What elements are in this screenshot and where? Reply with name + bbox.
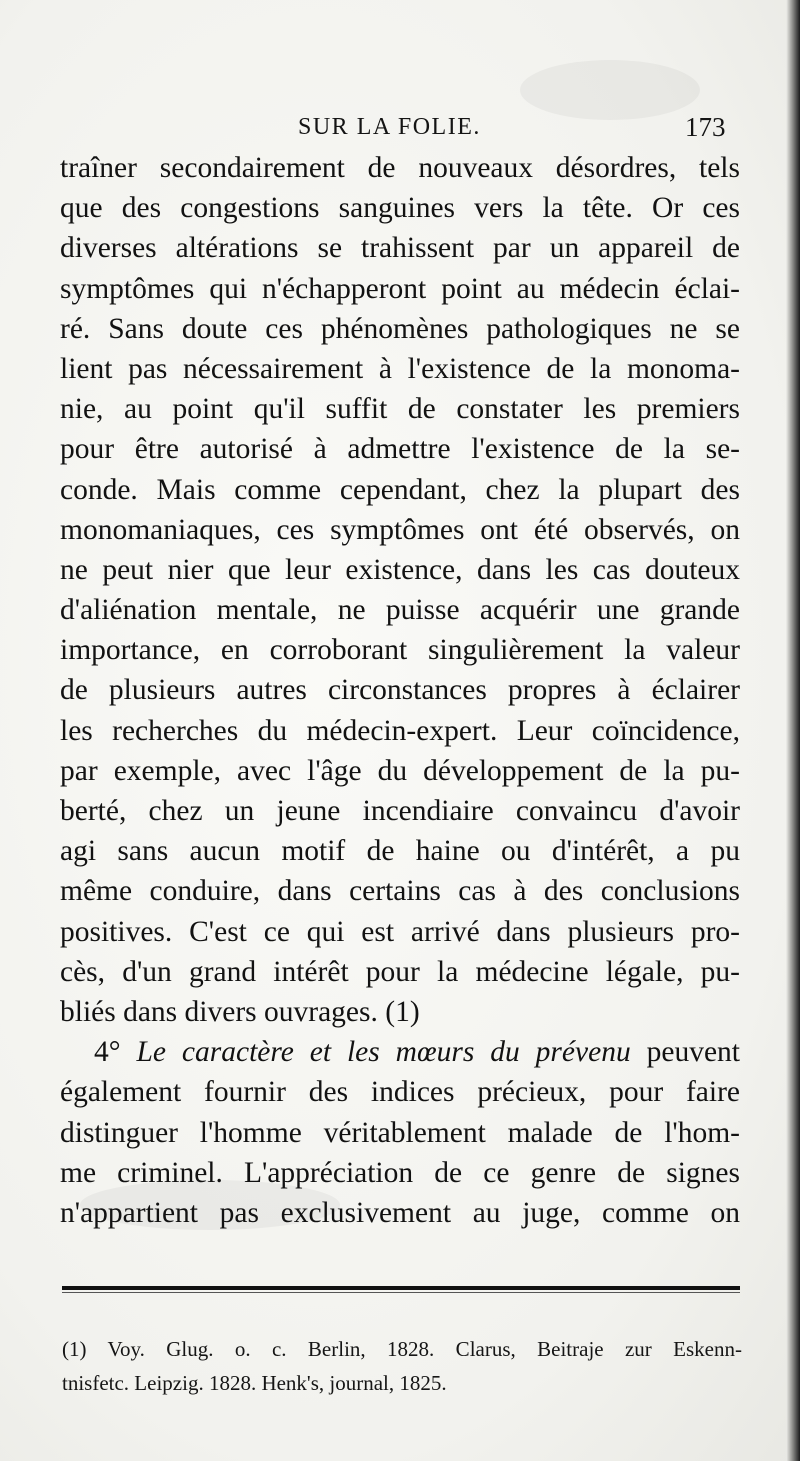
footnote-line: (1) Voy. Glug. o. c. Berlin, 1828. Clarus, Beitraje zur Eskenn- bbox=[62, 1337, 742, 1361]
text-line-paragraph-end: bliés dans divers ouvrages. (1) bbox=[60, 995, 420, 1028]
text-line: par exemple, avec l'âge du développement de la pu- bbox=[60, 754, 740, 787]
text-line: nie, au point qu'il suffit de constater les premiers bbox=[60, 393, 740, 426]
text-line: conde. Mais comme cependant, chez la plupart des bbox=[60, 473, 740, 506]
paragraph-heading-line bbox=[60, 1032, 740, 1072]
paragraph-number: 4° bbox=[94, 1036, 121, 1069]
text-line: également fournir des indices précieux, pour faire bbox=[60, 1076, 740, 1109]
text-line: berté, chez un jeune incendiaire convaincu d'avoir bbox=[60, 795, 740, 827]
page-header bbox=[0, 108, 800, 148]
paragraph-first-rest: peuvent bbox=[630, 1036, 741, 1069]
text-line: d'aliénation mentale, ne puisse acquérir une grande bbox=[60, 594, 740, 627]
text-line: me criminel. L'appréciation de ce genre de signes bbox=[60, 1156, 740, 1189]
text-line: même conduire, dans certains cas à des conclusions bbox=[60, 875, 740, 908]
footnote-separator-thin-rule bbox=[62, 1292, 740, 1293]
text-line: de plusieurs autres circonstances propres à éclairer bbox=[60, 674, 740, 707]
footnote bbox=[62, 1332, 742, 1400]
page-number: 173 bbox=[685, 112, 726, 142]
text-line: positives. C'est ce qui est arrivé dans plusieurs pro- bbox=[60, 915, 740, 948]
text-line: agi sans aucun motif de haine ou d'intérêt, a pu bbox=[60, 835, 740, 868]
text-line: pour être autorisé à admettre l'existence de la se- bbox=[60, 433, 740, 466]
page-edge-shadow bbox=[786, 0, 800, 1461]
running-title: SUR LA FOLIE. bbox=[298, 114, 481, 140]
text-line: ne peut nier que leur existence, dans les cas douteux bbox=[60, 553, 740, 586]
footnote-line: tnisfetc. Leipzig. 1828. Henk's, journal, 1825. bbox=[62, 1371, 447, 1395]
text-line: cès, d'un grand intérêt pour la médecine légale, pu- bbox=[60, 955, 740, 988]
text-line: ré. Sans doute ces phénomènes pathologiques ne se bbox=[60, 312, 740, 345]
text-line: distinguer l'homme véritablement malade de l'hom- bbox=[60, 1116, 740, 1149]
text-line: les recherches du médecin-expert. Leur coïncidence, bbox=[60, 714, 740, 747]
text-line: diverses altérations se trahissent par un appareil de bbox=[60, 232, 740, 265]
text-line: traîner secondairement de nouveaux désordres, tels bbox=[60, 152, 740, 184]
text-line: symptômes qui n'échapperont point au médecin éclai- bbox=[60, 272, 740, 305]
text-line: lient pas nécessairement à l'existence de la monoma- bbox=[60, 352, 740, 385]
footnote-separator-rule bbox=[62, 1286, 740, 1290]
text-line: monomaniaques, ces symptômes ont été observés, on bbox=[60, 513, 740, 546]
text-line: n'appartient pas exclusivement au juge, comme on bbox=[60, 1196, 740, 1229]
paragraph-italic-topic: Le caractère et les mœurs du prévenu bbox=[136, 1036, 631, 1069]
text-line: que des congestions sanguines vers la tête. Or ces bbox=[60, 192, 740, 225]
body-text bbox=[60, 148, 740, 1233]
text-line: importance, en corroborant singulièrement la valeur bbox=[60, 634, 740, 667]
